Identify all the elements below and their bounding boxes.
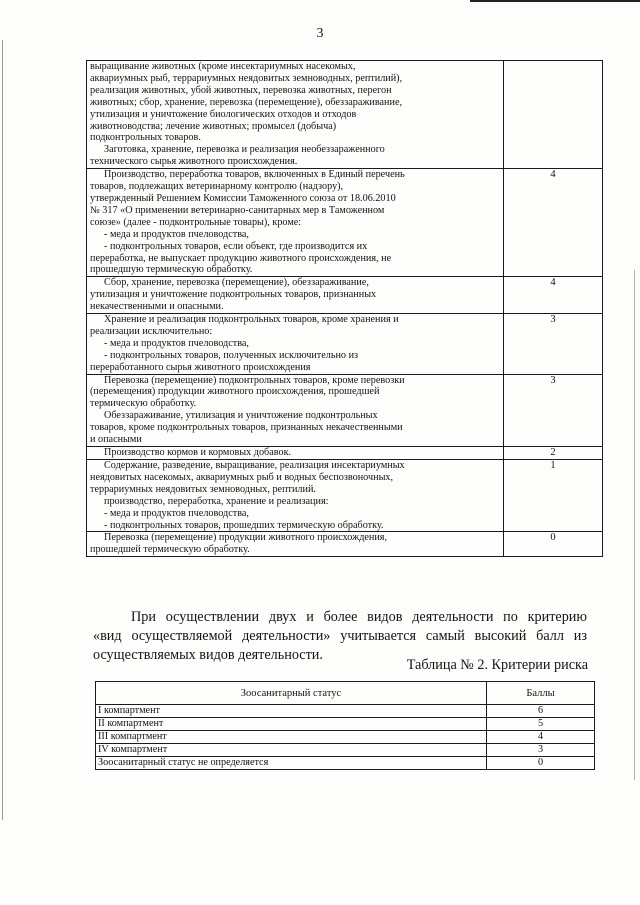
activity-line: переработка, не выпускает продукцию животного происхождения, не <box>90 252 392 264</box>
paragraph-line-3: осуществляемых видов деятельности. <box>93 647 323 663</box>
activity-line: реализация животных, убой животных, перевозка животных, перегон <box>90 84 392 96</box>
table-row <box>96 731 595 744</box>
activity-cell <box>87 314 504 375</box>
activity-line: утвержденный Решением Комиссии Таможенного союза от 18.06.2010 <box>90 192 396 204</box>
table-row <box>87 61 603 169</box>
zoosanitary-status-table <box>95 681 595 770</box>
activity-line: некачественными и опасными. <box>90 301 224 313</box>
activity-line: террариумных неядовитых земноводных, рептилий. <box>90 483 316 495</box>
activity-line: товаров, подлежащих ветеринарному контролю (надзору), <box>90 181 344 193</box>
status-cell: III компартмент <box>96 731 487 744</box>
status-cell: II компартмент <box>96 718 487 731</box>
score-cell: 4 <box>487 731 595 744</box>
activity-line: аквариумных рыб, террариумных неядовитых земноводных, рептилий), <box>90 72 403 84</box>
activity-line: - меда и продуктов пчеловодства, <box>104 337 249 349</box>
activity-line: утилизация и уничтожение биологических отходов и отходов <box>90 108 357 120</box>
activity-line: - подконтрольных товаров, если объект, где производится их <box>104 240 368 252</box>
table-row <box>87 532 603 557</box>
activity-cell <box>87 277 504 314</box>
activity-line: № 317 «О применении ветеринарно-санитарных мер в Таможенном <box>90 204 385 216</box>
activity-cell <box>87 61 504 169</box>
activity-line: реализации исключительно: <box>90 325 213 337</box>
activity-line: - меда и продуктов пчеловодства, <box>104 507 249 519</box>
scan-edge-line-top <box>470 0 640 2</box>
header-status: Зоосанитарный статус <box>96 682 487 705</box>
table-row <box>87 374 603 446</box>
table-row <box>87 277 603 314</box>
score-cell: 6 <box>487 705 595 718</box>
score-cell: 4 <box>504 169 603 277</box>
activity-line: выращивание животных (кроме инсектариумных насекомых, <box>90 61 356 72</box>
score-cell: 3 <box>504 374 603 446</box>
activity-line: товаров, кроме подконтрольных товаров, признанных некачественными <box>90 422 403 434</box>
table-row <box>87 169 603 277</box>
table-row <box>87 447 603 460</box>
activity-line: и опасными <box>90 434 142 446</box>
activity-cell <box>87 532 504 557</box>
activity-line: Заготовка, хранение, перевозка и реализация необеззараженного <box>104 144 385 156</box>
activity-line: подконтрольных товаров. <box>90 132 201 144</box>
activity-line: термическую обработку. <box>90 398 197 410</box>
page-number: 3 <box>316 26 324 41</box>
status-cell: IV компартмент <box>96 744 487 757</box>
score-cell: 3 <box>504 314 603 375</box>
activity-line: (перемещения) продукции животного происхождения, прошедшей <box>90 386 380 398</box>
activity-line: животных; сбор, хранение, перевозка (перемещение), обеззараживание, <box>90 96 403 108</box>
activity-line: прошедшей термическую обработку. <box>90 544 250 556</box>
activity-line: утилизация и уничтожение подконтрольных товаров, признанных <box>90 289 377 301</box>
activity-criteria-table <box>86 60 603 557</box>
paragraph-line-2: «вид осуществляемой деятельности» учитывается самый высокий балл из <box>93 628 587 644</box>
activity-line: животноводства; лечение животных; промысел (добыча) <box>90 120 337 132</box>
scan-edge-line-right <box>634 270 635 780</box>
score-cell: 0 <box>487 757 595 770</box>
table-row <box>87 314 603 375</box>
score-cell: 1 <box>504 460 603 532</box>
table-row <box>96 718 595 731</box>
table-row <box>87 460 603 532</box>
activity-line: Содержание, разведение, выращивание, реализация инсектариумных <box>104 460 405 471</box>
score-cell: 5 <box>487 718 595 731</box>
activity-line: прошедшую термическую обработку. <box>90 264 253 276</box>
activity-line: неядовитых насекомых, аквариумных рыб и водных беспозвоночных, <box>90 471 394 483</box>
activity-line: переработанного сырья животного происхождения <box>90 361 311 373</box>
activity-line: Перевозка (перемещение) подконтрольных товаров, кроме перевозки <box>104 374 405 386</box>
activity-line: Обеззараживание, утилизация и уничтожение подконтрольных <box>104 410 378 422</box>
score-cell: 3 <box>487 744 595 757</box>
activity-line: технического сырья животного происхождения. <box>90 156 298 168</box>
activity-line: - подконтрольных товаров, полученных исключительно из <box>104 349 359 361</box>
table-row <box>96 757 595 770</box>
score-cell <box>504 61 603 169</box>
activity-cell <box>87 169 504 277</box>
activity-line: Хранение и реализация подконтрольных товаров, кроме хранения и <box>104 314 399 326</box>
table-row <box>96 705 595 718</box>
activity-line: союзе» (далее - подконтрольные товары), кроме: <box>90 216 302 228</box>
score-cell: 2 <box>504 447 603 460</box>
table-row <box>96 744 595 757</box>
activity-line: Производство, переработка товаров, включенных в Единый перечень <box>104 169 405 181</box>
activity-cell <box>87 374 504 446</box>
table-header-row <box>96 682 595 705</box>
activity-line: Сбор, хранение, перевозка (перемещение), обеззараживание, <box>104 277 369 289</box>
scan-edge-line-left <box>2 40 3 820</box>
status-cell: Зоосанитарный статус не определяется <box>96 757 487 770</box>
activity-line: - меда и продуктов пчеловодства, <box>104 228 249 240</box>
activity-line: Перевозка (перемещение) продукции животного происхождения, <box>104 532 388 544</box>
table-2-caption: Таблица № 2. Критерии риска <box>406 657 588 673</box>
score-cell: 0 <box>504 532 603 557</box>
activity-line: производство, переработка, хранение и реализация: <box>104 495 329 507</box>
score-cell: 4 <box>504 277 603 314</box>
status-cell: I компартмент <box>96 705 487 718</box>
activity-cell <box>87 447 504 460</box>
activity-line: - подконтрольных товаров, прошедших термическую обработку. <box>104 519 384 531</box>
paragraph-line-1: При осуществлении двух и более видов деятельности по критерию <box>131 609 587 625</box>
header-score: Баллы <box>487 682 595 705</box>
activity-line: Производство кормов и кормовых добавок. <box>104 447 292 458</box>
activity-cell <box>87 460 504 532</box>
